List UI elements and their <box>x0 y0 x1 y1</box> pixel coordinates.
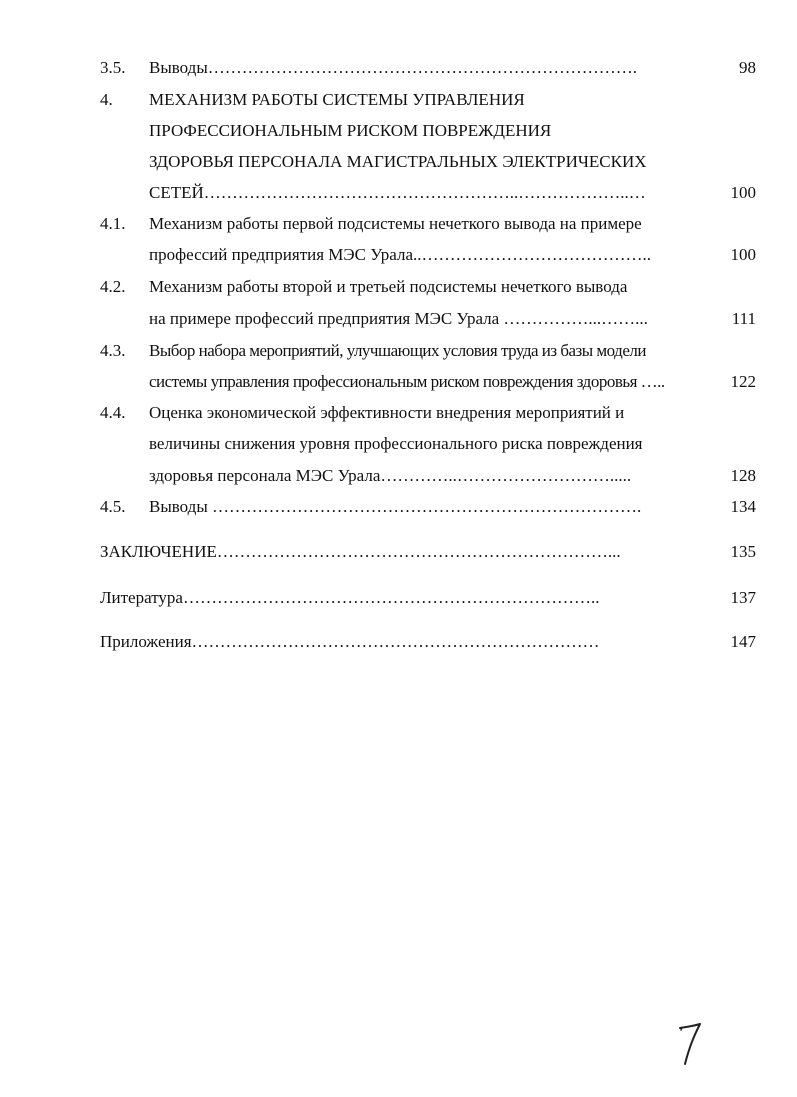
toc-title-line: СЕТЕЙ………………………………………………..………………..… <box>149 183 646 202</box>
toc-title: Выводы …………………………………………………………………. <box>149 497 642 516</box>
toc-page-number: 98 <box>739 58 756 77</box>
toc-title-line: Механизм работы первой подсистемы нечеткого вывода на примере <box>149 214 642 233</box>
toc-number: 4.4. <box>100 403 126 422</box>
toc-title-line: на примере профессий предприятия МЭС Урала ……………...……... <box>149 309 648 328</box>
toc-title-line: Оценка экономической эффективности внедрения мероприятий и <box>149 403 625 422</box>
toc-number: 3.5. <box>100 58 126 77</box>
toc-entry-4-4[interactable] <box>0 398 797 428</box>
toc-entry-4-5[interactable] <box>0 492 797 522</box>
toc-entry-4-2[interactable] <box>0 272 797 302</box>
toc-title: Литература……………………………………………………………….. <box>100 588 600 607</box>
toc-page-number: 147 <box>730 632 756 651</box>
toc-entry-4-4-cont <box>0 429 797 459</box>
toc-page-number: 100 <box>730 183 756 202</box>
toc-entry-literature[interactable] <box>0 583 797 613</box>
toc-page-number: 122 <box>730 372 756 391</box>
toc-entry-4-2-cont <box>0 304 797 334</box>
toc-title-line: системы управления профессиональным риском повреждения здоровья ….. <box>149 372 665 391</box>
toc-entry-4-3[interactable] <box>0 336 797 366</box>
toc-title: Приложения……………………………………………………………… <box>100 632 600 651</box>
toc-page-number: 134 <box>730 497 756 516</box>
toc-entry-4-1-cont <box>0 240 797 270</box>
toc-page-number: 137 <box>730 588 756 607</box>
toc-entry-appendices[interactable] <box>0 627 797 657</box>
toc-number: 4.2. <box>100 277 126 296</box>
toc-entry-4-cont <box>0 178 797 208</box>
handwritten-page-number <box>676 1018 706 1068</box>
toc-title-line: величины снижения уровня профессионального риска повреждения <box>149 434 643 453</box>
toc-title-line: профессий предприятия МЭС Урала..………………………………….. <box>149 245 651 264</box>
toc-title-line: ПРОФЕССИОНАЛЬНЫМ РИСКОМ ПОВРЕЖДЕНИЯ <box>149 121 552 140</box>
toc-entry-conclusion[interactable] <box>0 537 797 567</box>
toc-title-line: здоровья персонала МЭС Урала…………..………………………..... <box>149 466 632 485</box>
toc-entry-4[interactable] <box>0 85 797 115</box>
toc-title-line: МЕХАНИЗМ РАБОТЫ СИСТЕМЫ УПРАВЛЕНИЯ <box>149 90 525 109</box>
toc-title-line: Выбор набора мероприятий, улучшающих условия труда из базы модели <box>149 341 646 360</box>
toc-number: 4.3. <box>100 341 126 360</box>
toc-title: Выводы…………………………………………………………………. <box>149 58 638 77</box>
toc-title: ЗАКЛЮЧЕНИЕ……………………………………………………………... <box>100 542 621 561</box>
toc-entry-4-4-cont <box>0 461 797 491</box>
toc-entry-4-cont <box>0 116 797 146</box>
toc-entry-4-1[interactable] <box>0 209 797 239</box>
toc-page-number: 128 <box>730 466 756 485</box>
toc-number: 4.1. <box>100 214 126 233</box>
toc-page-number: 111 <box>731 309 756 328</box>
toc-entry-4-3-cont <box>0 367 797 397</box>
toc-number: 4. <box>100 90 113 109</box>
toc-page-number: 100 <box>730 245 756 264</box>
toc-title-line: Механизм работы второй и третьей подсистемы нечеткого вывода <box>149 277 628 296</box>
toc-page-number: 135 <box>730 542 756 561</box>
toc-title-line: ЗДОРОВЬЯ ПЕРСОНАЛА МАГИСТРАЛЬНЫХ ЭЛЕКТРИЧЕСКИХ <box>149 152 647 171</box>
toc-entry-3-5[interactable] <box>0 53 797 83</box>
toc-number: 4.5. <box>100 497 126 516</box>
toc-entry-4-cont <box>0 147 797 177</box>
